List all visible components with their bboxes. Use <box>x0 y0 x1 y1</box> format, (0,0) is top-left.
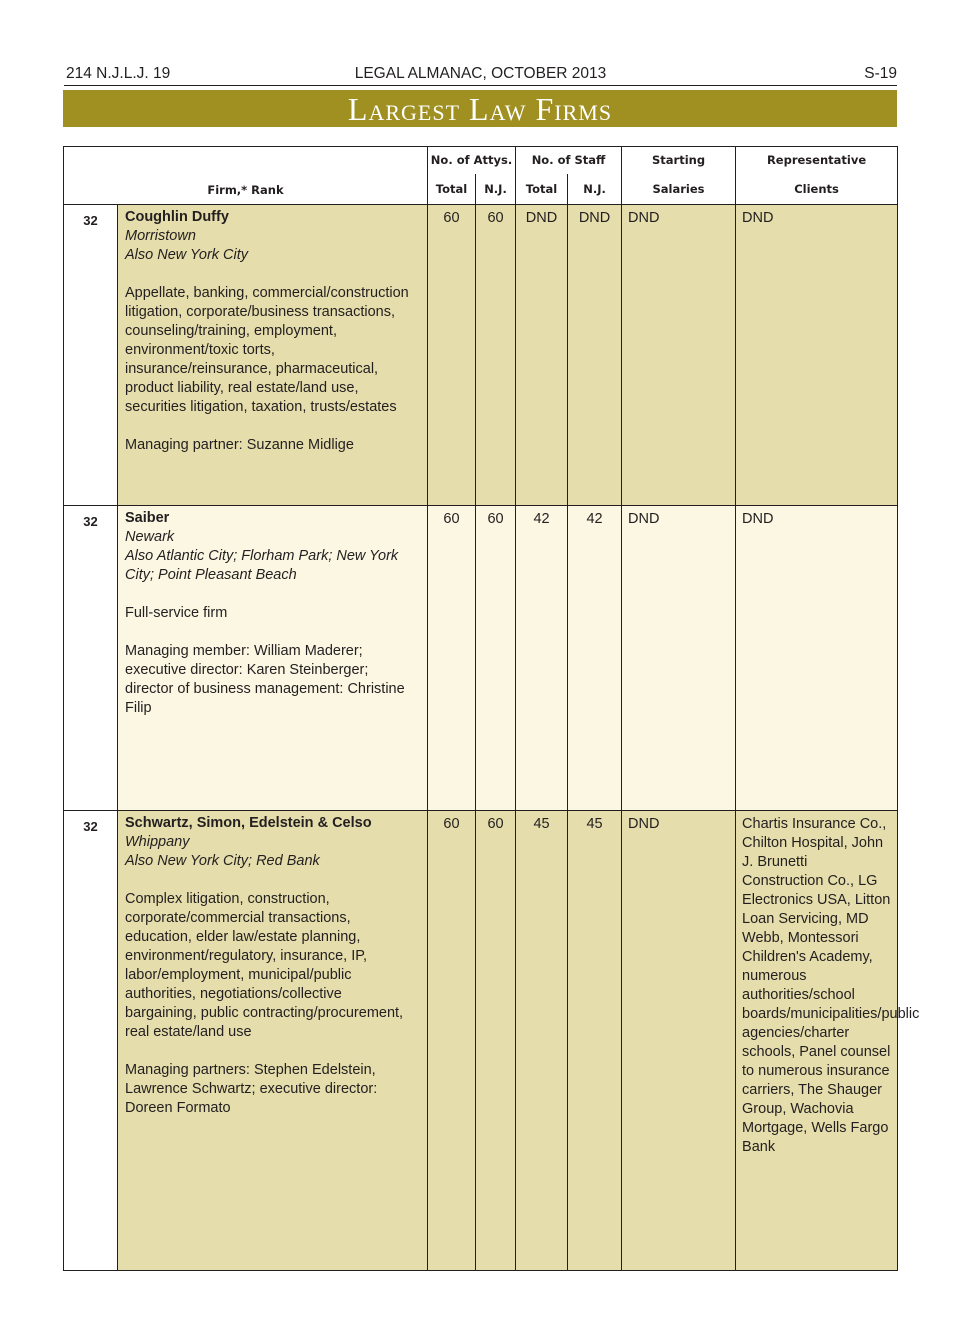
staff-total: DND <box>516 205 568 506</box>
attys-total: 60 <box>428 811 476 1271</box>
attys-nj: 60 <box>476 811 516 1271</box>
starting-salaries: DND <box>622 506 736 811</box>
firm-management: Managing member: William Maderer; executive director: Karen Steinberger; director of business management: Christine Filip <box>125 643 405 716</box>
page-number: S-19 <box>864 65 897 82</box>
firm-practice-areas: Complex litigation, construction, corporate/commercial transactions, education, elder law/estate planning, environment/regulatory, insurance, IP, labor/employment, municipal/public authorities, negotiations/collective bargaining, public contracting/procurement, real estate/land use <box>125 891 404 1040</box>
starting-salaries: DND <box>622 811 736 1271</box>
header-attys: No. of Attys. <box>428 147 516 175</box>
header-representative: Representative <box>736 147 898 175</box>
header-staff: No. of Staff <box>516 147 622 175</box>
firm-name: Saiber <box>125 510 170 526</box>
header-firm-rank: Firm,* Rank <box>64 174 428 205</box>
firm-cell <box>118 811 428 1271</box>
staff-total: 42 <box>516 506 568 811</box>
staff-total: 45 <box>516 811 568 1271</box>
header-clients: Clients <box>736 174 898 205</box>
firm-city: Whippany <box>125 834 190 850</box>
journal-citation: 214 N.J.L.J. 19 <box>66 65 171 82</box>
starting-salaries: DND <box>622 205 736 506</box>
attys-total: 60 <box>428 506 476 811</box>
firm-cell <box>118 205 428 506</box>
firm-management: Managing partner: Suzanne Midlige <box>125 437 354 453</box>
firm-name: Schwartz, Simon, Edelstein & Celso <box>125 815 372 831</box>
law-firms-table <box>63 146 920 1271</box>
staff-nj: 45 <box>568 811 622 1271</box>
firm-practice-areas: Appellate, banking, commercial/construction litigation, corporate/business transactions, counseling/training, employment, environment/toxic torts, insurance/reinsurance, pharmaceutical, product liability, real estate/land use, securities litigation, taxation, trusts/estates <box>125 285 409 415</box>
firm-other-offices: Also New York City; Red Bank <box>125 853 320 869</box>
header-starting: Starting <box>622 147 736 175</box>
section-banner: Largest Law Firms <box>63 90 897 127</box>
attys-nj: 60 <box>476 205 516 506</box>
publication-title: LEGAL ALMANAC, OCTOBER 2013 <box>354 65 607 82</box>
header-attys-total: Total <box>428 174 476 205</box>
header-blank <box>64 147 118 175</box>
firm-rank: 32 <box>64 811 118 1271</box>
running-head <box>64 63 897 86</box>
attys-nj: 60 <box>476 506 516 811</box>
representative-clients: Chartis Insurance Co., Chilton Hospital, John J. Brunetti Construction Co., LG Electronics USA, Litton Loan Servicing, MD Webb, Montessori Children's Academy, numerous authorities/school boards/municipalities/public agencies/charter schools, Panel counsel to numerous insurance carriers, The Shauger Group, Wachovia Mortgage, Wells Fargo Bank <box>736 811 898 1271</box>
header-staff-total: Total <box>516 174 568 205</box>
firm-name: Coughlin Duffy <box>125 209 229 225</box>
staff-nj: DND <box>568 205 622 506</box>
header-salaries: Salaries <box>622 174 736 205</box>
firm-rank: 32 <box>64 205 118 506</box>
firm-practice-areas: Full-service firm <box>125 605 228 621</box>
representative-clients: DND <box>736 205 898 506</box>
header-attys-nj: N.J. <box>476 174 516 205</box>
firm-other-offices: Also Atlantic City; Florham Park; New York City; Point Pleasant Beach <box>125 548 399 583</box>
staff-nj: 42 <box>568 506 622 811</box>
table-row <box>64 811 898 1271</box>
firm-cell <box>118 506 428 811</box>
table-row <box>64 205 898 506</box>
attys-total: 60 <box>428 205 476 506</box>
table-row <box>64 506 898 811</box>
representative-clients: DND <box>736 506 898 811</box>
firm-city: Morristown <box>125 228 196 244</box>
header-staff-nj: N.J. <box>568 174 622 205</box>
firm-city: Newark <box>125 529 175 545</box>
firm-other-offices: Also New York City <box>125 247 249 263</box>
firm-management: Managing partners: Stephen Edelstein, Lawrence Schwartz; executive director: Doreen Formato <box>125 1062 378 1116</box>
firm-rank: 32 <box>64 506 118 811</box>
